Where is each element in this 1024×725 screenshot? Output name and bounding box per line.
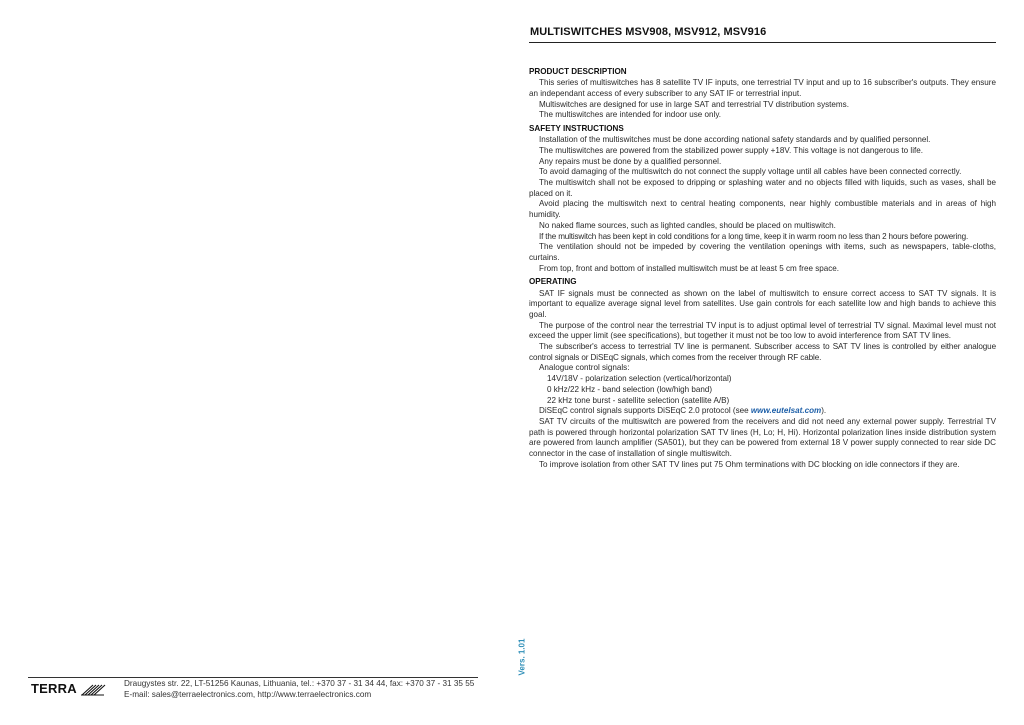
document-title: MULTISWITCHES MSV908, MSV912, MSV916 <box>530 26 767 38</box>
paragraph: The ventilation should not be impeded by covering the ventilation openings with items, such as newspapers, table-cloths, curtains. <box>529 242 996 262</box>
paragraph: This series of multiswitches has 8 satellite TV IF inputs, one terrestrial TV input and up to 16 subscriber's outputs. They ensure an independant access of every subscriber to any SAT IF or terrestrial input. <box>529 78 996 98</box>
address-line: Draugystes str. 22, LT-51256 Kaunas, Lithuania, tel.: +370 37 - 31 34 44, fax: +370 37 - 31 35 55 <box>124 679 475 688</box>
contact-line: E-mail: sales@terraelectronics.com, http://www.terraelectronics.com <box>124 689 372 699</box>
paragraph: The multiswitches are intended for indoor use only. <box>539 110 722 120</box>
diseqc-text-end: ). <box>821 406 827 416</box>
paragraph: Installation of the multiswitches must be done according national safety standards and by qualified personnel. <box>539 135 931 145</box>
section-product-description <box>529 67 996 121</box>
eutelsat-link[interactable]: www.eutelsat.com <box>750 406 822 416</box>
analogue-signal-item: 14V/18V - polarization selection (vertical/horizontal) <box>547 374 732 384</box>
brand-name: TERRA <box>31 681 77 696</box>
paragraph: The purpose of the control near the terrestrial TV input is to adjust optimal level of terrestrial TV signal. Maximal level must not exceed the upper limit (see specifications), but together it must not be too low to avoid interference from SAT TV lines. <box>529 320 996 341</box>
section-heading: PRODUCT DESCRIPTION <box>529 67 627 76</box>
paragraph: If the multiswitch has been kept in cold conditions for a long time, keep it in warm room no less than 2 hours before powering. <box>539 231 969 241</box>
analogue-signals-label: Analogue control signals: <box>539 363 630 373</box>
paragraph: Multiswitches are designed for use in large SAT and terrestrial TV distribution systems. <box>539 99 849 109</box>
terra-stripes-logo-icon <box>80 682 106 696</box>
section-heading: OPERATING <box>529 277 577 287</box>
brand <box>31 681 106 696</box>
paragraph: From top, front and bottom of installed multiswitch must be at least 5 cm free space. <box>539 263 840 273</box>
company-contact <box>124 679 474 700</box>
paragraph: The multiswitches are powered from the stabilized power supply +18V. This voltage is not dangerous to life. <box>539 145 923 155</box>
paragraph: Avoid placing the multiswitch next to central heating components, near highly combustible materials and in areas of high humidity. <box>529 199 996 220</box>
section-operating <box>529 277 996 470</box>
paragraph: No naked flame sources, such as lighted candles, should be placed on multiswitch. <box>539 220 836 230</box>
paragraph: To avoid damaging of the multiswitch do not connect the supply voltage until all cables have been connected correctly. <box>539 167 962 177</box>
section-heading: SAFETY INSTRUCTIONS <box>529 124 624 134</box>
version-text: Vers. 1.01 <box>517 638 527 676</box>
section-safety-instructions <box>529 124 996 274</box>
analogue-signal-item: 22 kHz tone burst - satellite selection (satellite A/B) <box>547 395 730 405</box>
footer-divider <box>28 677 478 678</box>
diseqc-text: DiSEqC control signals supports DiSEqC 2.0 protocol (see <box>539 406 751 416</box>
diseqc-paragraph <box>529 406 996 417</box>
paragraph: SAT TV circuits of the multiswitch are powered from the receivers and did not need any external power supply. Terrestrial TV path is powered through horizontal polarization SAT TV lines (H, Lo; H, Hi). Horizontal polarization lines inside distribution system are powered from launch amplifier (SA501), but they can be powered from external 18 V power supply connected to rear side DC connector in the case of installation of single multiswitch. <box>529 417 996 459</box>
paragraph: To improve isolation from other SAT TV lines put 75 Ohm terminations with DC blocking on idle connectors if they are. <box>539 459 960 469</box>
version-label <box>516 637 528 677</box>
paragraph: The multiswitch shall not be exposed to dripping or splashing water and no objects filled with liquids, such as vases, shall be placed on it. <box>529 178 996 198</box>
paragraph: The subscriber's access to terrestrial TV line is permanent. Subscriber access to SAT TV lines is controlled by either analogue control signals or DiSEqC signals, which comes from the receiver through RF cable. <box>529 342 996 362</box>
paragraph: SAT IF signals must be connected as shown on the label of multiswitch to ensure correct access to SAT TV signals. It is important to equalize average signal level from satellites. Use gain controls for each satellite low and high bands to achieve this goal. <box>529 288 996 319</box>
paragraph: Any repairs must be done by a qualified personnel. <box>539 156 722 166</box>
title-divider <box>529 42 996 43</box>
document-body <box>529 67 996 471</box>
analogue-signal-item: 0 kHz/22 kHz - band selection (low/high band) <box>547 384 713 394</box>
